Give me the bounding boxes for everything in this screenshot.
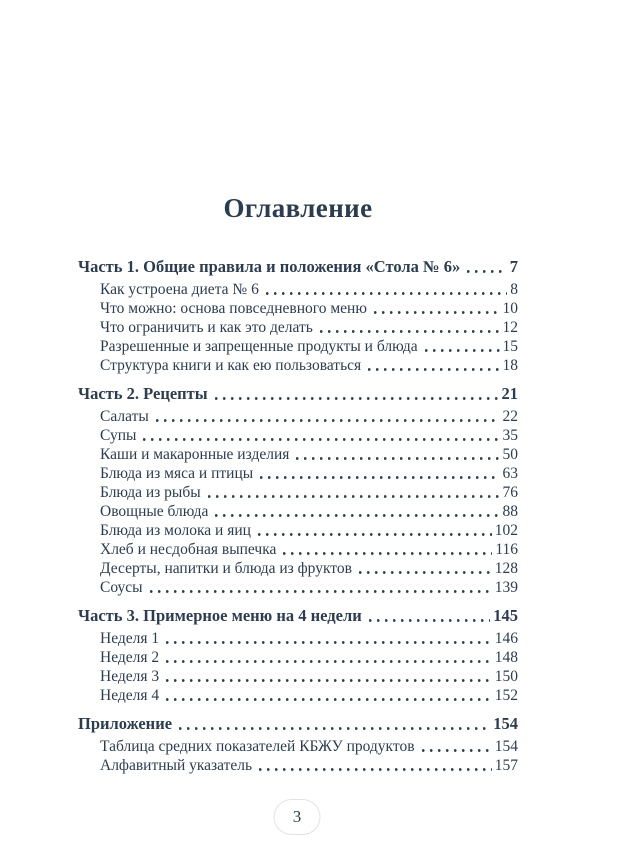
toc-entry-page: 116 [495, 541, 518, 558]
toc-entry-label: Блюда из мяса и птицы [100, 465, 254, 482]
table-of-contents [78, 257, 518, 775]
toc-entry[interactable] [78, 407, 518, 426]
toc-entry[interactable] [78, 426, 518, 445]
toc-entry-page: 157 [494, 757, 518, 774]
dot-leader [208, 495, 500, 498]
toc-entry-page: 88 [502, 503, 518, 520]
dot-leader [266, 292, 507, 295]
toc-entry[interactable] [78, 483, 518, 502]
toc-entry-page: 12 [502, 319, 518, 336]
toc-entry[interactable] [78, 667, 518, 686]
dot-leader [374, 311, 500, 314]
dot-leader [260, 476, 499, 479]
dot-leader [150, 590, 492, 593]
toc-entry[interactable] [78, 521, 518, 540]
page-title: Оглавление [223, 193, 373, 223]
toc-entry-page: 7 [509, 257, 518, 276]
toc-entry-page: 154 [494, 738, 518, 755]
dot-leader [296, 457, 499, 460]
toc-entry-page: 10 [502, 300, 518, 317]
dot-leader [368, 368, 499, 371]
toc-section-heading[interactable] [78, 606, 518, 626]
page-number: 3 [292, 807, 302, 826]
toc-entry-page: 145 [493, 606, 518, 625]
toc-entry[interactable] [78, 356, 518, 375]
toc-entry-label: Десерты, напитки и блюда из фруктов [100, 560, 352, 577]
dot-leader [166, 641, 492, 644]
dot-leader [166, 679, 492, 682]
toc-entry[interactable] [78, 756, 518, 775]
toc-entry-label: Структура книги и как ею пользоваться [100, 357, 362, 374]
page-number-badge [274, 799, 321, 835]
toc-entry-label: Каши и макаронные изделия [100, 446, 290, 463]
dot-leader [283, 552, 492, 555]
toc-entry-page: 50 [502, 446, 518, 463]
dot-leader [425, 349, 500, 352]
toc-entry-page: 102 [494, 522, 518, 539]
toc-entry-page: 152 [494, 687, 518, 704]
toc-entry-page: 8 [510, 281, 518, 298]
dot-leader [359, 571, 492, 574]
toc-section-heading[interactable] [78, 714, 518, 734]
toc-entry[interactable] [78, 648, 518, 667]
toc-entry[interactable] [78, 502, 518, 521]
toc-entry-label: Неделя 4 [100, 687, 160, 704]
toc-entry-label: Блюда из молока и яиц [100, 522, 251, 539]
toc-entry-label: Неделя 2 [100, 649, 160, 666]
toc-entry-label: Таблица средних показателей КБЖУ продуктов [100, 738, 415, 755]
toc-entry-label: Алфавитный указатель [100, 757, 253, 774]
toc-entry-page: 154 [493, 714, 518, 733]
toc-entry[interactable] [78, 337, 518, 356]
toc-entry[interactable] [78, 280, 518, 299]
toc-entry-label: Часть 1. Общие правила и положения «Стола № 6» [78, 257, 461, 276]
toc-entry[interactable] [78, 686, 518, 705]
toc-entry-label: Овощные блюда [100, 503, 209, 520]
dot-leader [156, 419, 500, 422]
dot-leader [179, 727, 490, 730]
toc-entry-label: Хлеб и несдобная выпечка [100, 541, 277, 558]
toc-entry-page: 146 [494, 630, 518, 647]
toc-entry-page: 150 [494, 668, 518, 685]
toc-entry-label: Приложение [78, 714, 173, 733]
toc-entry-label: Часть 3. Примерное меню на 4 недели [78, 606, 362, 625]
toc-entry-page: 22 [502, 408, 518, 425]
dot-leader [143, 438, 499, 441]
toc-entry[interactable] [78, 559, 518, 578]
dot-leader [215, 397, 499, 400]
toc-entry[interactable] [78, 299, 518, 318]
toc-entry-label: Что ограничить и как это делать [100, 319, 313, 336]
toc-entry-label: Неделя 3 [100, 668, 160, 685]
toc-entry[interactable] [78, 629, 518, 648]
toc-entry-label: Разрешенные и запрещенные продукты и блюда [100, 338, 418, 355]
toc-section-heading[interactable] [78, 257, 518, 277]
dot-leader [320, 330, 500, 333]
toc-entry-label: Блюда из рыбы [100, 484, 201, 501]
toc-entry-page: 21 [501, 384, 518, 403]
dot-leader [166, 660, 492, 663]
dot-leader [258, 533, 492, 536]
dot-leader [467, 270, 507, 273]
toc-entry-label: Что можно: основа повседневного меню [100, 300, 367, 317]
toc-entry-page: 148 [494, 649, 518, 666]
dot-leader [166, 698, 492, 701]
toc-entry[interactable] [78, 737, 518, 756]
toc-entry[interactable] [78, 540, 518, 559]
toc-entry[interactable] [78, 578, 518, 597]
dot-leader [422, 749, 492, 752]
toc-entry-label: Салаты [100, 408, 149, 425]
toc-entry-page: 139 [494, 579, 518, 596]
toc-entry-page: 76 [502, 484, 518, 501]
dot-leader [215, 514, 499, 517]
toc-entry-label: Супы [100, 427, 137, 444]
toc-section-heading[interactable] [78, 384, 518, 404]
toc-entry-label: Часть 2. Рецепты [78, 384, 208, 403]
toc-entry-label: Неделя 1 [100, 630, 160, 647]
toc-entry-page: 128 [494, 560, 518, 577]
toc-entry-label: Соусы [100, 579, 143, 596]
toc-entry-page: 35 [502, 427, 518, 444]
dot-leader [259, 768, 492, 771]
dot-leader [369, 619, 491, 622]
toc-entry-page: 63 [502, 465, 518, 482]
toc-entry-label: Как устроена диета № 6 [100, 281, 259, 298]
toc-entry[interactable] [78, 464, 518, 483]
toc-entry-page: 18 [502, 357, 518, 374]
toc-entry-page: 15 [502, 338, 518, 355]
toc-entry[interactable] [78, 318, 518, 337]
toc-entry[interactable] [78, 445, 518, 464]
